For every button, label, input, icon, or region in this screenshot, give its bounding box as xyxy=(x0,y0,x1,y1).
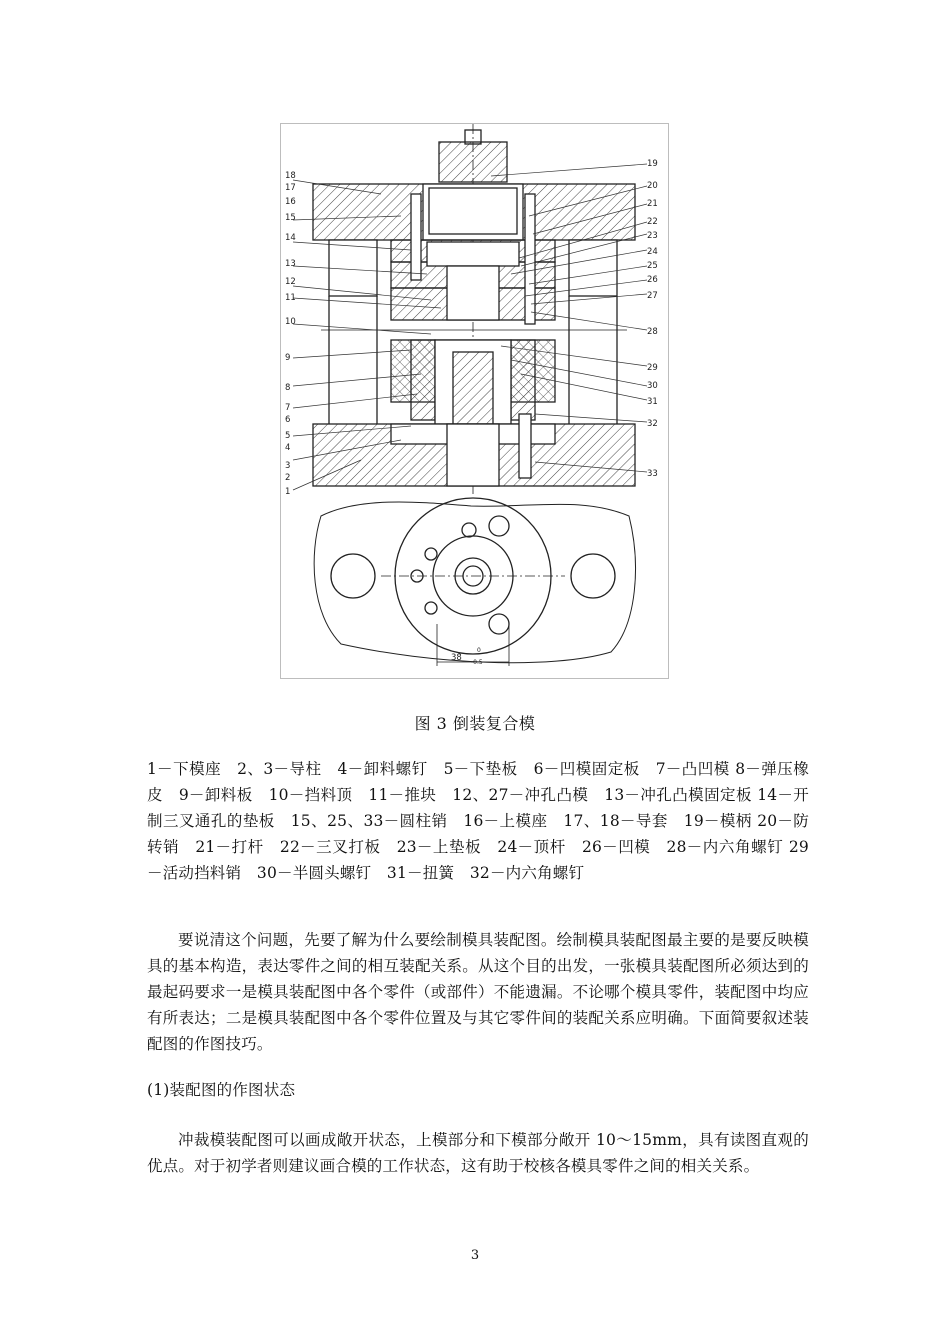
right-callouts xyxy=(647,159,658,479)
callout-8: 8 xyxy=(285,383,291,393)
dimension-tol-upper: 0 xyxy=(477,647,481,654)
callout-6: 6 xyxy=(285,415,291,425)
callout-19: 19 xyxy=(647,159,658,169)
callout-27: 27 xyxy=(647,291,658,301)
callout-20: 20 xyxy=(647,181,658,191)
callout-10: 10 xyxy=(285,317,296,327)
callout-17: 17 xyxy=(285,183,296,193)
callout-28: 28 xyxy=(647,327,658,337)
callout-29: 29 xyxy=(647,363,658,373)
dimension-value: 38 xyxy=(451,653,462,663)
page-number: 3 xyxy=(470,1248,480,1263)
callout-25: 25 xyxy=(647,261,658,271)
section-heading: (1)装配图的作图状态 xyxy=(147,1081,296,1099)
callout-1: 1 xyxy=(285,487,291,497)
left-callouts xyxy=(285,171,296,497)
parts-legend: 1－下模座 2、3－导柱 4－卸料螺钉 5－下垫板 6－凹模固定板 7－凸凹模 8－弹压橡皮 9－卸料板 10－挡料顶 11－推块 12、27－冲孔凸模 13－冲孔凸模固定板 14－开制三叉通孔的垫板 15、25、33－圆柱销 16－上模座 17、18－导套 19－模柄 20－防转销 21－打杆 22－三叉打板 23－上垫板 24－顶杆 26－凹模 28－内六角螺钉 29－活动挡料销 30－半圆头螺钉 31－扭簧 32－内六角螺钉 xyxy=(147,760,809,882)
callout-32: 32 xyxy=(647,419,658,429)
die-assembly-figure xyxy=(280,123,669,679)
die-assembly-drawing xyxy=(281,124,669,679)
body-paragraph-1: 要说清这个问题，先要了解为什么要绘制模具装配图。绘制模具装配图最主要的是要反映模具的基本构造，表达零件之间的相互装配关系。从这个目的出发，一张模具装配图所必须达到的最起码要求一是模具装配图中各个零件（或部件）不能遗漏。不论哪个模具零件，装配图中均应有所表达；二是模具装配图中各个零件位置及与其它零件间的装配关系应明确。下面简要叙述装配图的作图技巧。 xyxy=(147,931,809,1053)
callout-4: 4 xyxy=(285,443,291,453)
callout-15: 15 xyxy=(285,213,296,223)
callout-30: 30 xyxy=(647,381,658,391)
callout-33: 33 xyxy=(647,469,658,479)
callout-11: 11 xyxy=(285,293,296,303)
callout-26: 26 xyxy=(647,275,658,285)
dimension-tol-lower: -0.5 xyxy=(471,659,483,666)
callout-14: 14 xyxy=(285,233,296,243)
callout-9: 9 xyxy=(285,353,291,363)
callout-7: 7 xyxy=(285,403,291,413)
figure-caption: 图 3 倒装复合模 xyxy=(414,714,536,733)
callout-22: 22 xyxy=(647,217,658,227)
callout-16: 16 xyxy=(285,197,296,207)
callout-2: 2 xyxy=(285,473,291,483)
callout-31: 31 xyxy=(647,397,658,407)
callout-3: 3 xyxy=(285,461,291,471)
callout-21: 21 xyxy=(647,199,658,209)
callout-24: 24 xyxy=(647,247,658,257)
body-paragraph-2: 冲裁模装配图可以画成敞开状态，上模部分和下模部分敞开 10～15mm，具有读图直观的优点。对于初学者则建议画合模的工作状态，这有助于校核各模具零件之间的相关关系。 xyxy=(147,1131,809,1175)
callout-18: 18 xyxy=(285,171,296,181)
callout-5: 5 xyxy=(285,431,291,441)
callout-12: 12 xyxy=(285,277,296,287)
callout-13: 13 xyxy=(285,259,296,269)
callout-23: 23 xyxy=(647,231,658,241)
